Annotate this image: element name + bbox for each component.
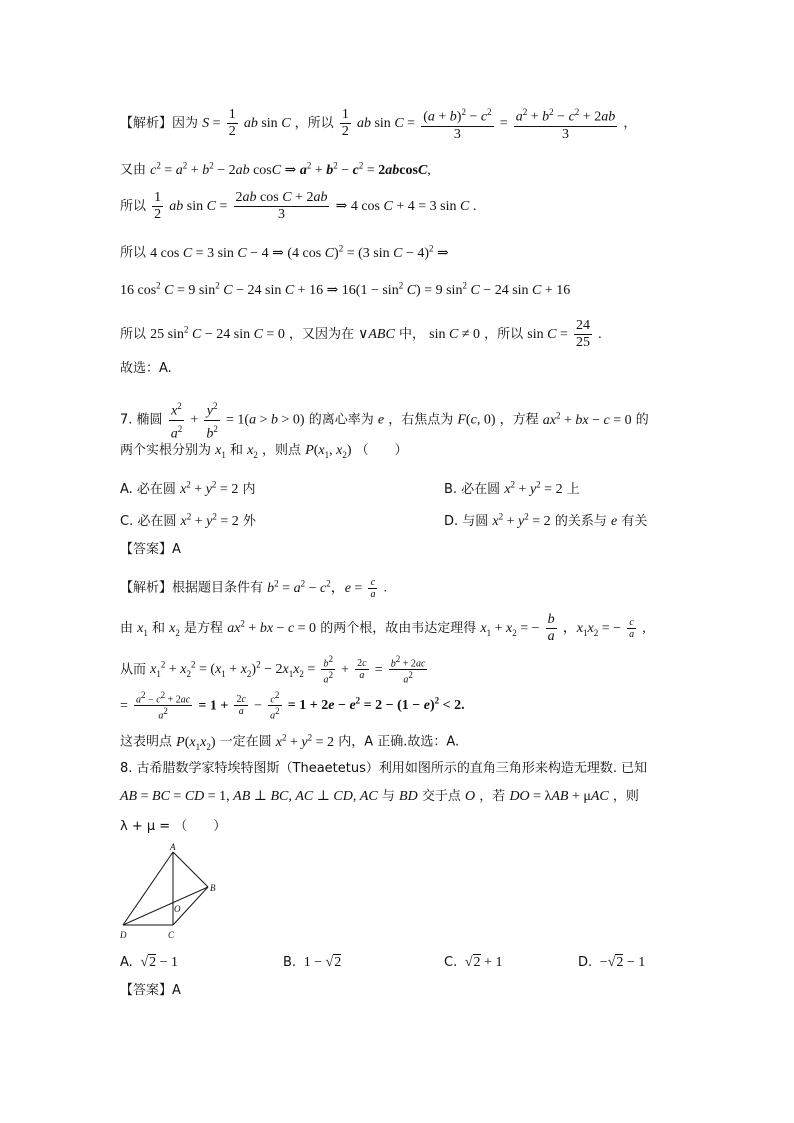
q8-option-d: D. −√2 − 1 <box>578 955 646 970</box>
analysis-conclusion: 故选：A. <box>120 361 172 376</box>
q7-analysis-line-4: = $\frac{a^2 - c^2 + 2ac}{a^2}$ = 1 + $\frac{2c}{a}$ − $\frac{c^2}{a^2}$ = $1 + 2e - e^2 = 2 - (1 - e)^2 < 2$. <box>120 690 465 722</box>
q7-answer: 【答案】A <box>120 542 181 557</box>
q7-analysis-line-2: 由 $x_1$ 和 $x_2$ 是方程 $ax^2$ + bx − c = 0 的两个根，故由韦达定理得 $x_1 + x_2$ = − $\frac{b}{a}$ ，$x_1x_2$ = − $\frac{c}{a}$ , <box>120 612 646 644</box>
q8-triangle-figure <box>110 840 230 945</box>
label-a: A <box>170 842 176 852</box>
analysis-line-3: 所以 $\frac{1}{2}$ ab sin C = $\frac{\text{2ab cos C + 2ab}}{3}$ ⇒ 4 cos C + 4 = 3 sin C . <box>120 190 477 222</box>
q8-stem-line-1: 8. 古希腊数学家特埃特图斯（Theaetetus）利用如图所示的直角三角形来构造无理数. 已知 <box>120 761 648 776</box>
q8-option-b: B. 1 − √2 <box>283 955 342 970</box>
analysis-line-6: 所以 25 $\sin^2 C - 24$ sin C = 0 ，又因为在 ∨ABC 中， sin C ≠ 0 ，所以 sin C = $\frac{24}{25}$ . <box>120 318 602 350</box>
q7-option-d: D. 与圆 $x^2 + y^2 = 2$ 的关系与 e 有关 <box>444 511 648 529</box>
q8-stem-line-2: AB = BC = CD = 1, AB ⊥ BC, AC ⊥ CD, AC 与 BD 交于点 O ，若 DO = λAB + μAC ，则 <box>120 789 639 804</box>
label-b: B <box>210 883 216 893</box>
q7-analysis-line-1: 【解析】根据题目条件有 $b^2 = a^2 - c^2$，e = $\frac{c}{a}$ . <box>120 576 388 600</box>
q7-option-b: B. 必在圆 $x^2 + y^2 = 2$ 上 <box>444 479 580 497</box>
analysis-line-5: 16 $\cos^2 C = 9$ $\sin^2 C - 24$ sin C + 16 ⇒ $16(1 - \sin^2 C) = 9$ $\sin^2 C - 24$ sin C + 16 <box>120 280 571 298</box>
analysis-line-2: 又由 $c^2 = a^2 + b^2 - 2ab$ cosC ⇒ $a^2 + b^2 - c^2 = 2abcosC$, <box>120 160 431 178</box>
label-o: O <box>174 904 181 914</box>
segment-ab <box>173 852 208 887</box>
label-d: D <box>120 930 127 940</box>
analysis-line-4: 所以 4 cos C = 3 sin C − 4 ⇒ (4 cos C)$^2$ = (3 sin C − 4)$^2$ ⇒ <box>120 243 449 261</box>
q7-option-a: A. 必在圆 $x^2 + y^2 = 2$ 内 <box>120 479 256 497</box>
q7-option-c: C. 必在圆 $x^2 + y^2 = 2$ 外 <box>120 511 256 529</box>
q8-answer: 【答案】A <box>120 983 181 998</box>
q7-analysis-line-3: 从而 $x_1^2 + x_2^2 = (x_1 + x_2)^2 - 2x_1x_2$ = $\frac{b^2}{a^2}$ + $\frac{2c}{a}$ = $\frac{b^2 + 2ac}{a^2}$ <box>120 654 426 686</box>
q8-option-a: A. √2 − 1 <box>120 955 179 970</box>
label-c: C <box>168 930 175 940</box>
analysis-label: 【解析】因为 <box>120 115 199 131</box>
q8-stem-line-3: λ + μ = （ ） <box>120 819 227 834</box>
q7-stem-line-1: 7. 椭圆 $\frac{x^2}{a^2}$ + $\frac{y^2}{b^2}$ = 1(a > b > 0) 的离心率为 e ，右焦点为 F(c, 0) ，方程 $ax^2$ + bx − c = 0 的 <box>120 398 649 442</box>
analysis-line-1: 【解析】因为 S = $\frac{1}{2}$ ab sin C ，所以 $\frac{1}{2}$ ab sin C = $\frac{(a + b)^2 - c^2}{3}$ = $\frac{a^2 + b^2 - c^2 + 2ab}{3}$ ， <box>120 104 636 143</box>
q7-analysis-line-5: 这表明点 $P(x_1x_2)$ 一定在圆 $x^2 + y^2 = 2$ 内，A 正确.故选：A. <box>120 732 460 752</box>
q7-stem-line-2: 两个实根分别为 $x_1$ 和 $x_2$ ，则点 $P(x_1$, $x_2$) （ ） <box>120 443 408 460</box>
q8-option-c: C. √2 + 1 <box>444 955 503 970</box>
